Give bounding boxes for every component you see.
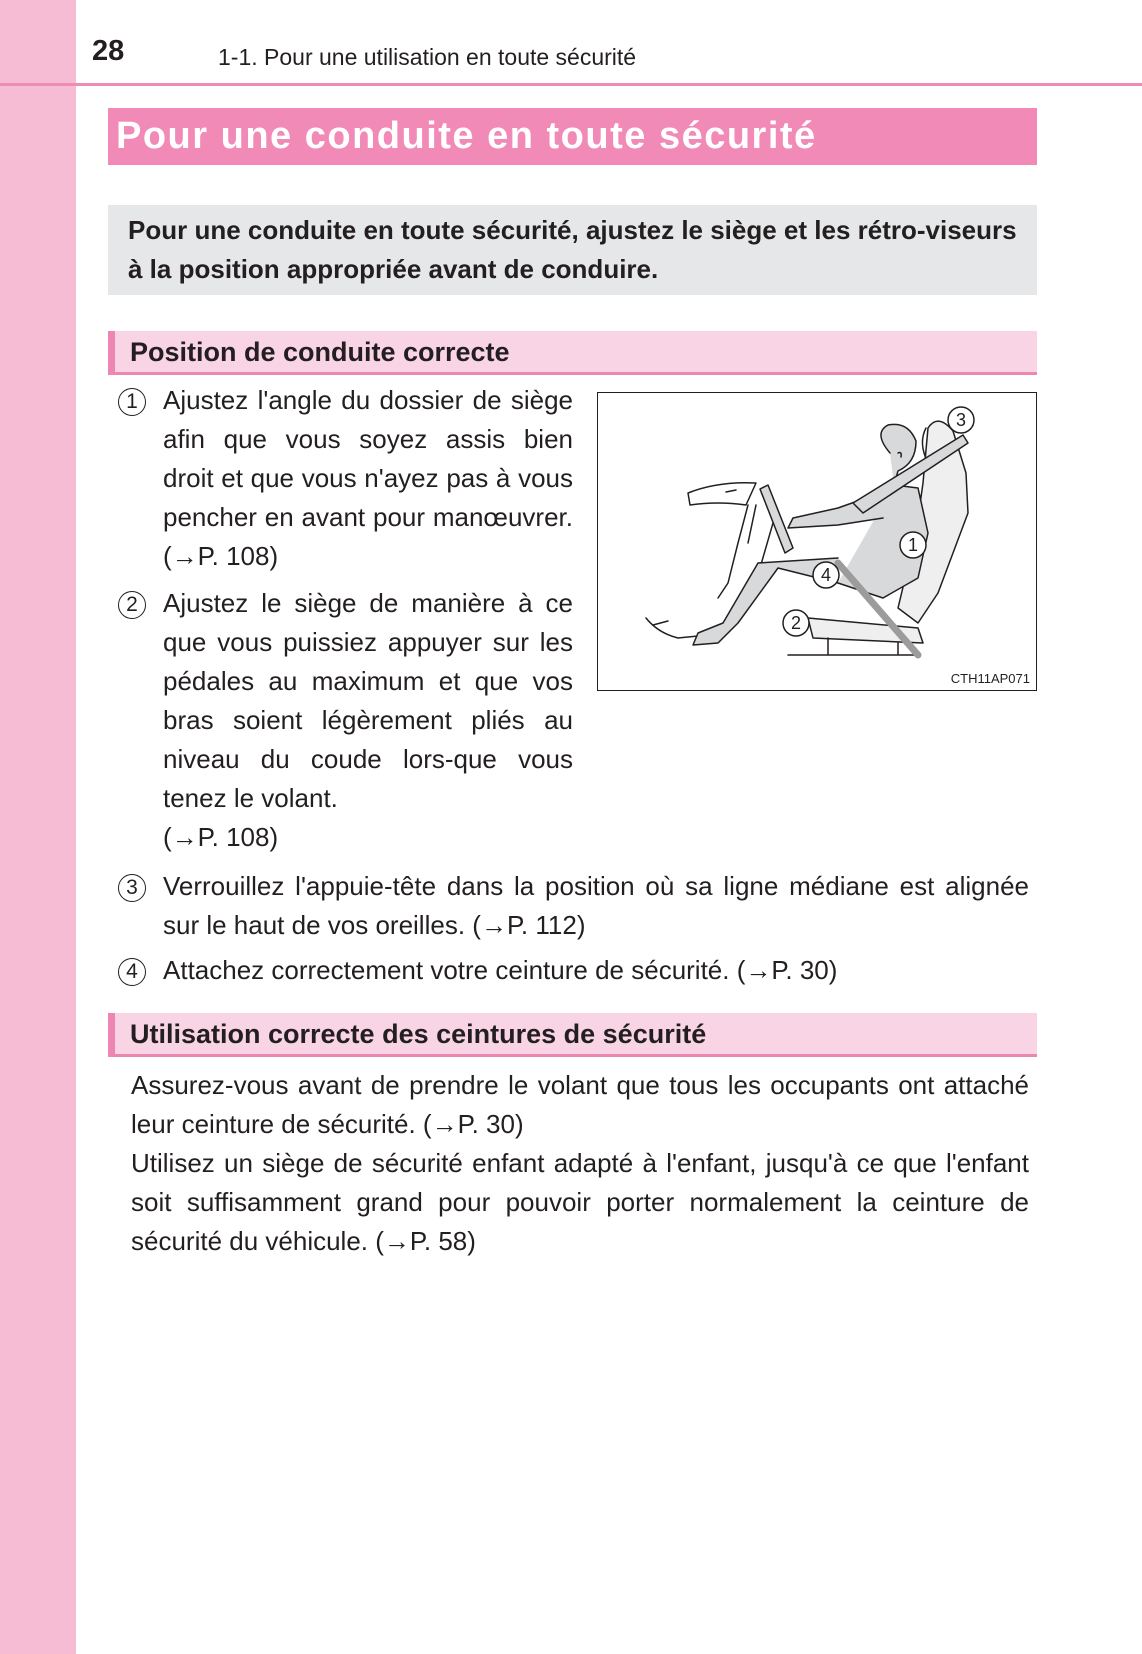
section-heading-driving-position: Position de conduite correcte (108, 331, 1037, 375)
item-text: Ajustez le siège de manière à ce que vous puissiez appuyer sur les pédales au maximum et que vos bras soient légèrement pliés au niveau du coude lors-que vous tenez le volant. (163, 588, 573, 813)
item-number-badge: 4 (118, 958, 146, 986)
side-color-strip (0, 0, 76, 1654)
page-reference-link[interactable]: (→P. 108) (163, 541, 279, 571)
callout-label-4: 4 (820, 565, 832, 585)
steering-column (760, 523, 773, 568)
item-number-badge: 2 (118, 591, 146, 619)
callout-label-2: 2 (790, 613, 802, 633)
item-number-badge: 3 (118, 874, 146, 902)
page-reference-link[interactable]: (→P. 30) (736, 955, 838, 985)
item-text: Ajustez l'angle du dossier de siège afin que vous soyez assis bien droit et que vous n'ayez pas à vous pencher en avant pour manœuvrer. (163, 385, 573, 532)
list-item (126, 951, 1029, 990)
page-number: 28 (92, 35, 125, 67)
driver-seat-illustration (598, 393, 1035, 689)
list-item (126, 584, 573, 857)
header-divider (0, 83, 1142, 86)
list-item (126, 867, 1029, 945)
figure-code: CTH11AP071 (950, 671, 1030, 686)
driving-position-figure (597, 392, 1037, 691)
callout-label-1: 1 (907, 535, 919, 555)
page-reference-link[interactable]: (→P. 112) (472, 910, 586, 940)
page-title: Pour une conduite en toute sécurité (108, 108, 1037, 165)
item-number-badge: 1 (118, 388, 146, 416)
pedal-shape (646, 618, 698, 638)
dashboard-lower-line (718, 505, 748, 598)
dashboard-shape (688, 483, 756, 505)
item-text: Verrouillez l'appuie-tête dans la position où sa ligne médiane est alignée sur le haut de vos oreilles. (163, 871, 1029, 940)
list-item (126, 381, 573, 576)
running-head: 1-1. Pour une utilisation en toute sécurité (218, 44, 637, 70)
paragraph: Assurez-vous avant de prendre le volant que tous les occupants ont attaché leur ceinture de sécurité. (→P. 30) (131, 1070, 1029, 1139)
pedal-detail (653, 621, 668, 625)
page-reference-link[interactable]: (→P. 108) (163, 822, 279, 852)
paragraph: Utilisez un siège de sécurité enfant adapté à l'enfant, jusqu'à ce que l'enfant soit suffisamment grand pour pouvoir porter normalement la ceinture de sécurité du véhicule. (→P. 58) (131, 1148, 1029, 1256)
steering-wheel (760, 485, 793, 553)
callout-label-3: 3 (955, 410, 967, 430)
section-heading-seat-belts: Utilisation correcte des ceintures de sécurité (108, 1013, 1037, 1057)
intro-box: Pour une conduite en toute sécurité, ajustez le siège et les rétro-viseurs à la position appropriée avant de conduire. (108, 205, 1037, 295)
dashboard-inner-line (748, 505, 756, 543)
item-text: Attachez correctement votre ceinture de sécurité. (163, 955, 730, 985)
